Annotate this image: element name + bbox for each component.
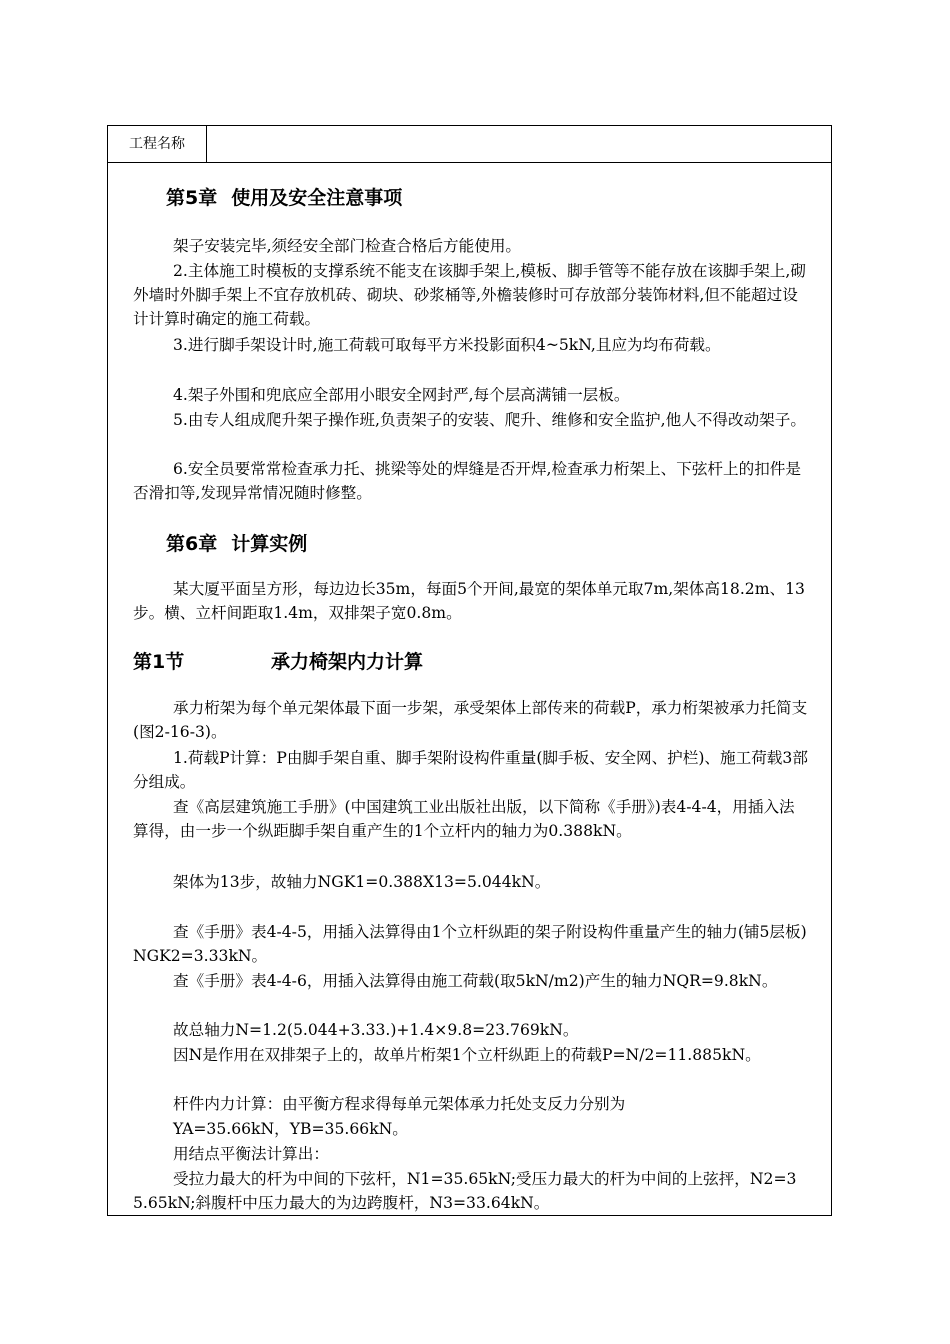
s1-paragraph-7: 故总轴力N=1.2(5.044+3.33.)+1.4×9.8=23.769kN。 xyxy=(173,1021,579,1039)
s1-paragraph-10: YA=35.66kN，YB=35.66kN。 xyxy=(173,1120,408,1138)
s1-paragraph-2: 1.荷载P计算：P由脚手架自重、脚手架附设构件重量(脚手板、安全网、护栏)、施工荷载3部分组成。 xyxy=(133,749,808,791)
project-name-label: 工程名称 xyxy=(108,126,207,162)
chapter-5-title: 使用及安全注意事项 xyxy=(231,187,403,209)
chapter-5-heading xyxy=(166,186,402,210)
header-row xyxy=(108,126,831,163)
ch5-paragraph-3: 3.进行脚手架设计时,施工荷载可取每平方米投影面积4~5kN,且应为均布荷载。 xyxy=(173,336,721,354)
content-cell xyxy=(108,163,831,1215)
section-1-heading xyxy=(133,650,424,674)
chapter-6-heading xyxy=(166,532,307,556)
ch5-paragraph-6: 6.安全员要常常检查承力托、挑梁等处的焊缝是否开焊,检查承力桁架上、下弦杆上的扣件是否滑扣等,发现异常情况随时修整。 xyxy=(133,460,801,502)
ch5-paragraph-5: 5.由专人组成爬升架子操作班,负责架子的安装、爬升、维修和安全监护,他人不得改动架子。 xyxy=(173,411,806,429)
s1-paragraph-4: 架体为13步，故轴力NGK1=0.388X13=5.044kN。 xyxy=(173,873,551,891)
chapter-6-number: 第6章 xyxy=(166,533,218,555)
s1-paragraph-1: 承力桁架为每个单元架体最下面一步架，承受架体上部传来的荷载P，承力桁架被承力托简支(图2-16-3)。 xyxy=(133,699,808,741)
project-name-value xyxy=(208,126,831,162)
section-1-number: 第1节 xyxy=(133,651,185,673)
ch5-paragraph-2: 2.主体施工时模板的支撑系统不能支在该脚手架上,模板、脚手管等不能存放在该脚手架上,砌外墙时外脚手架上不宜存放机砖、砌块、砂浆桶等,外檐装修时可存放部分装饰材料,但不能超过设计计算时确定的施工荷载。 xyxy=(133,262,806,328)
ch6-intro-paragraph: 某大厦平面呈方形，每边边长35m，每面5个开间,最宽的架体单元取7m,架体高18.2m、13步。横、立杆间距取1.4m，双排架子宽0.8m。 xyxy=(133,580,805,622)
ch5-paragraph-4: 4.架子外围和兜底应全部用小眼安全网封严,每个层高满铺一层板。 xyxy=(173,386,630,404)
s1-paragraph-11: 用结点平衡法计算出： xyxy=(173,1145,329,1163)
s1-paragraph-6: 查《手册》表4-4-6，用插入法算得由施工荷载(取5kN/m2)产生的轴力NQR=9.8kN。 xyxy=(173,972,778,990)
section-1-title: 承力椅架内力计算 xyxy=(271,651,424,673)
chapter-5-number: 第5章 xyxy=(166,187,218,209)
s1-paragraph-3: 查《高层建筑施工手册》(中国建筑工业出版社出版，以下简称《手册》)表4-4-4，用插入法算得，由一步一个纵距脚手架自重产生的1个立杆内的轴力为0.388kN。 xyxy=(133,798,795,840)
chapter-6-title: 计算实例 xyxy=(231,533,308,555)
ch5-paragraph-1: 架子安装完毕,须经安全部门检查合格后方能使用。 xyxy=(173,237,522,255)
document-table xyxy=(107,125,832,1216)
s1-paragraph-12: 受拉力最大的杆为中间的下弦杆，N1=35.65kN;受压力最大的杆为中间的上弦抨，N2=35.65kN;斜腹杆中压力最大的为边跨腹杆，N3=33.64kN。 xyxy=(133,1170,797,1212)
s1-paragraph-5: 查《手册》表4-4-5，用插入法算得由1个立杆纵距的架子附设构件重量产生的轴力(铺5层板)NGK2=3.33kN。 xyxy=(133,923,807,965)
s1-paragraph-9: 杆件内力计算：由平衡方程求得每单元架体承力托处支反力分别为 xyxy=(173,1095,626,1113)
s1-paragraph-8: 因N是作用在双排架子上的，故单片桁架1个立杆纵距上的荷载P=N/2=11.885kN。 xyxy=(173,1046,761,1064)
